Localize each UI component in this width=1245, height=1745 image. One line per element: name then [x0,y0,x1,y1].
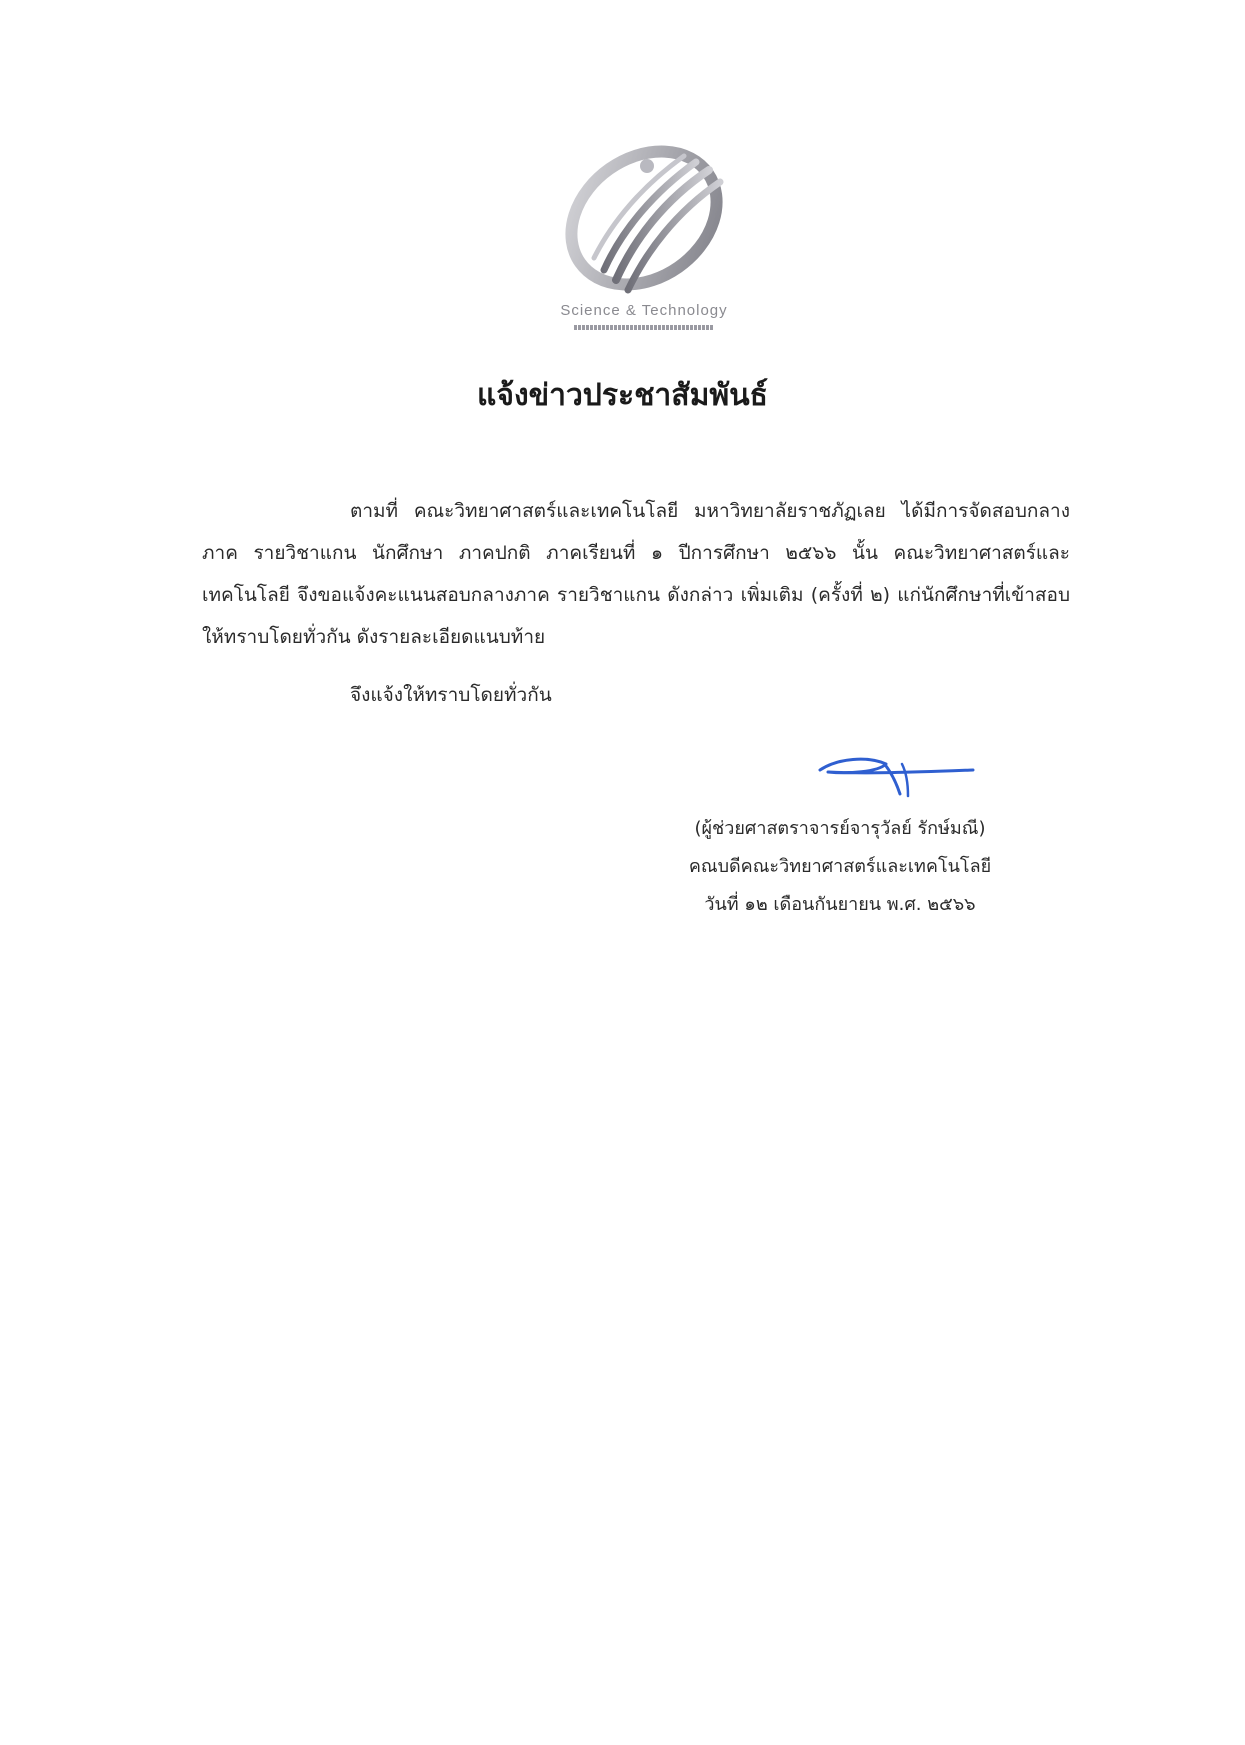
faculty-logo [524,130,764,340]
signatory-date: วันที่ ๑๒ เดือนกันยายน พ.ศ. ๒๕๖๖ [704,894,976,915]
page-title: แจ้งข่าวประชาสัมพันธ์ [477,378,768,413]
announcement-body [202,490,1070,658]
handwritten-signature [808,740,978,800]
signature-icon [808,740,978,800]
closing-line: จึงแจ้งให้ทราบโดยทั่วกัน [350,684,552,706]
logo-icon [524,130,764,300]
signatory-block [640,810,1040,924]
signatory-position: คณบดีคณะวิทยาศาสตร์และเทคโนโลยี [688,856,992,877]
logo-caption: Science & Technology [560,302,728,319]
announcement-paragraph: ตามที่ คณะวิทยาศาสตร์และเทคโนโลยี มหาวิทยาลัยราชภัฏเลย ได้มีการจัดสอบกลางภาค รายวิชาแกน นักศึกษา ภาคปกติ ภาคเรียนที่ ๑ ปีการศึกษา ๒๕๖๖ นั้น คณะวิทยาศาสตร์และเทคโนโลยี จึงขอแจ้งคะแนนสอบกลางภาค รายวิชาแกน ดังกล่าว เพิ่มเติม (ครั้งที่ ๒) แก่นักศึกษาที่เข้าสอบให้ทราบโดยทั่วกัน ดังรายละเอียดแนบท้าย [202,500,1070,648]
signatory-name: (ผู้ช่วยศาสตราจารย์จารุวัลย์ รักษ์มณี) [694,818,986,839]
logo-subtitle-decoration [574,325,714,330]
